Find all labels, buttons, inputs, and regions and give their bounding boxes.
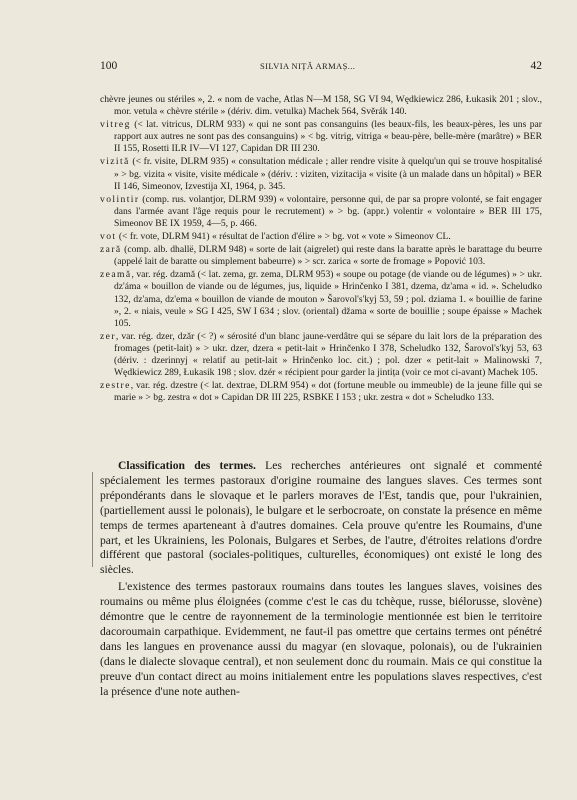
page-number-left: 100 [100,60,118,72]
page-number-right: 42 [530,60,542,72]
entry-text: , var. rég. dzer, dzăr (< ?) « sérosité d'un blanc jaune-verdâtre qui se sépare du lait lors de la préparation des fromages (petit-lait) » > ukr. dzer, dzera « petit-lait » Hrinčenko I 378, Scheludko 132, Šarovol's'kyj 53, 63 (dériv. : dzerinnyj « relatif au petit-lait » Hrinčenko loc. cit.) ; pol. dzer « petit-lait » Malinowski 7, Wędkiewicz 289, Łukasik 198 ; slov. dzér « récipient pour garder la jintița (voir ce mot ci-avant) Machek 105. [114,330,542,379]
entry-text: (< fr. visite, DLRM 935) « consultation médicale ; aller rendre visite à quelqu'un qui se trouve hospitalisé » > bg. vizita « visite, visite médicale » (dériv. : viziten, vizitacija « visite (à un malade dans un hôpital) » BER II 146, Simeonov, Izvestija XI, 1964, p. 345. [114,156,542,192]
glossary-entry-zeama [100,269,542,329]
entry-text: (< fr. vote, DLRM 941) « résultat de l'action d'élire » > bg. vot « vote » Simeonov CL. [116,231,451,243]
glossary-entry-zestre [100,380,542,404]
entry-text: (comp. rus. volantjor, DLRM 939) « volontaire, personne qui, de par sa propre volonté, se fait engager dans l'armée avant l'âge requis pour le recrutement) » > bg. (appr.) volentir « volontaire » BER III 175, Simeonov BE IX 1959, 4—5, p. 466. [114,193,542,229]
glossary-entries [100,94,542,405]
paragraph-classification [100,459,542,578]
margin-pencil-mark [92,472,93,567]
entry-headword: zer [100,330,116,342]
entry-text: (comp. alb. dhallë, DLRM 948) « sorte de lait (aigrelet) qui reste dans la baratte après le barattage du beurre (appelé lait de baratte ou simplement babeurre) » > scr. zarica « sorte de fromage » Popović 103. [114,244,542,268]
glossary-entry-volintir [100,194,542,230]
entry-headword: vitreg [100,119,131,131]
glossary-entry-vitreg [100,119,542,155]
entry-headword: vizită [100,156,130,168]
paragraph-text: Les recherches antérieures ont signalé et commenté spécialement les termes pastoraux d'origine roumaine des langues slaves. Ces termes sont prépondérants dans le slovaque et le parlers moraves de l'Est, tandis que, pour l'ukrainien, (partiellement aussi le polonais), le bulgare et le serbocroate, on constate la présence en même temps de termes aparteneant à d'autres domaines. Cela prouve qu'entre les Roumains, d'une part, et les Ukrainiens, les Polonais, Bulgares et Serbes, de l'autre, d'étroites relations d'ordre différent que pastoral (sociales-politiques, culturelles, économiques) ont existé le long des siècles. [100,459,542,577]
entry-text: chèvre jeunes ou stériles », 2. « nom de vache, Atlas N—M 158, SG VI 94, Wędkiewicz 286, Łukasik 201 ; slov., mor. vetula « chèvre stérile » (dériv. dim. vetulka) Machek 564, Svěrák 140. [100,94,542,118]
entry-headword: zestre [100,380,131,392]
glossary-entry-continued [100,94,542,118]
running-title: SILVIA NIȚĂ ARMAȘ... [260,61,356,71]
paragraph-text: L'existence des termes pastoraux roumains dans toutes les langues slaves, voisines des roumains ou même plus éloignées (comme c'est le cas du tchèque, russe, biélorusse, slovène) démontre que le centre de rayonnement de la terminologie mentionnée est bien le territoire dacoroumain carpathique. Evidemment, ne faut-il pas omettre que certains termes ont pénétré dans les langues en provenance aussi du magyar (en slovaque, polonais), ou de l'ukrainien (dans le dialecte slovaque central), et non seulement donc du roumain. Mais ce qui constitue la preuve d'un contact direct au moins initialement entre les populations slaves respectives, c'est la présence d'une note authen- [100,580,542,698]
paragraph-existence [100,580,542,699]
entry-headword: vot [100,231,117,243]
entry-headword: zară [100,244,122,256]
glossary-entry-zara [100,244,542,268]
entry-headword: volintir [100,193,140,205]
entry-headword: zeamă [100,269,132,281]
glossary-entry-vizita [100,156,542,192]
entry-text: , var. rég. dzamă (< lat. zema, gr. zema, DLRM 953) « soupe ou potage (de viande ou de légumes) » > ukr. dz'áma « bouillon de viande ou de légumes, jus, liquide » Hrinčenko I 381, dzema, dz'ama « id. ». Scheludko 132, dz'ama, dz'ema « bouillon de viande de mouton » Šarovol's'kyj 53, 59 ; pol. dziama 1. « bouillie de farine », 2. « niais, veule » SG I 425, SW I 634 ; slov. (oriental) džama « sorte de bouillie ; soupe épaisse » Machek 105. [114,269,542,329]
glossary-entry-vot [100,231,542,243]
glossary-entry-zer [100,331,542,379]
body-text [100,459,542,700]
page-header [100,60,542,76]
entry-text: , var. rég. dzestre (< lat. dextrae, DLRM 954) « dot (fortune meuble ou immeuble) de la jeune fille qui se marie » > bg. zestra « dot » Capidan DR III 225, RSBKE I 153 ; ukr. zestra « dot » Scheludko 133. [114,380,542,404]
entry-text: (< lat. vitricus, DLRM 933) « qui ne sont pas consanguins (les beaux-fils, les beaux-pères, les uns par rapport aux autres ne sont pas des consanguins) » < bg. vitrig, vitriga « beau-père, belle-mère (marâtre) » BER II 155, Rosetti ILR IV—VI 127, Capidan DR III 230. [114,119,542,155]
section-heading: Classification des termes. [118,459,256,472]
